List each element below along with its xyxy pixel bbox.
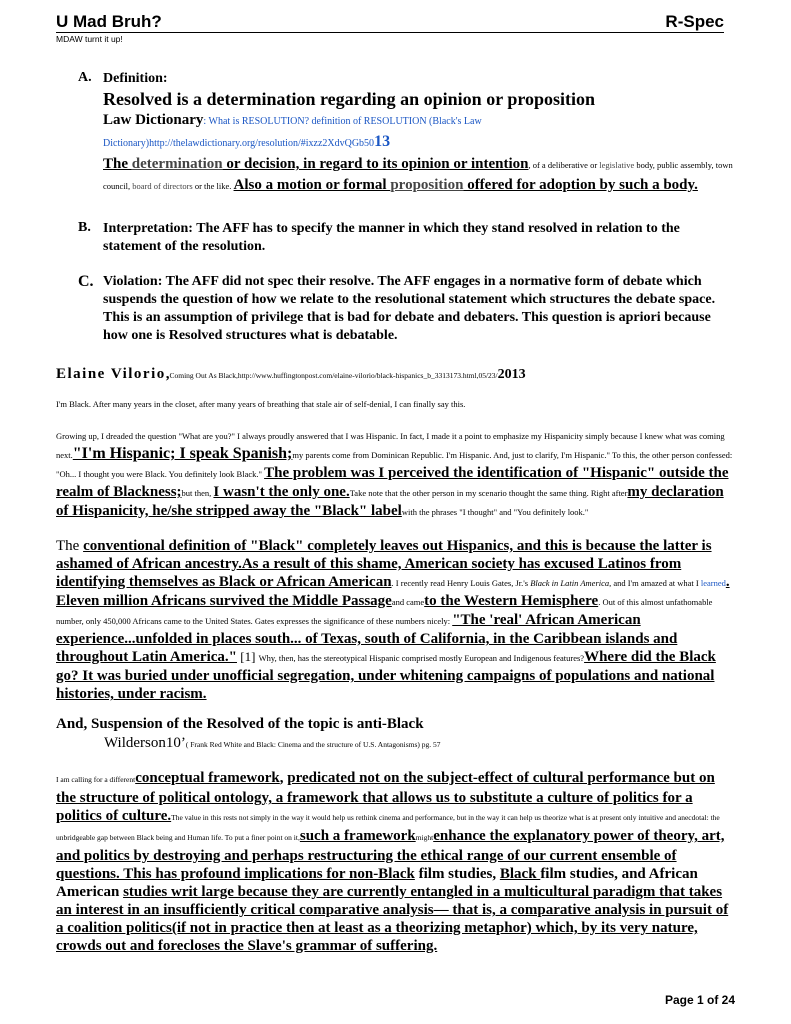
p3-learned-link[interactable]: learned [700, 578, 726, 588]
law-dictionary-year: 13 [374, 133, 391, 150]
p4-b6: studies writ large because they are currently entangled in a multicultural paradigm that takes an interest in an insufficiently critical comparative analysis— that is, a comparative analysis in pursuit of a coalition politics(if not in practice then at least as a theorizing metaphor) which, by its very nature, crowds out and forecloses the Slave's grammar of suffering. [56, 884, 729, 954]
p4-s1: I am calling for a different [56, 775, 136, 784]
cite-comma: , [165, 366, 170, 382]
p4-c1: , [279, 770, 288, 786]
citation-wilderson [104, 734, 736, 752]
section-a-letter: A. [78, 70, 92, 85]
cite2-info: ( Frank Red White and Black: Cinema and the structure of U.S. Antagonisms) pg. 57 [185, 740, 441, 749]
paragraph-2 [56, 426, 736, 521]
def-the: The [103, 156, 132, 172]
p3-book-title: Black in Latin America [530, 578, 610, 588]
p3-s1: . I recently read Henry Louis Gates, Jr.'s [391, 578, 531, 588]
def2-b: offered for adoption by such a body. [463, 177, 698, 193]
def-small-board: board of directors [132, 181, 193, 191]
p2-s5: with the phrases "I thought" and "You definitely look." [401, 507, 589, 517]
p4-s2: The value in this rests not simply in the way it would help us rethink cinema and performance, but in the way it can help us theorize what is at present only intuitive and anecdotal: the unbridgeable gap between Black being and Human life. To put a finer point on it, [56, 813, 720, 842]
cite-year: 2013 [497, 367, 526, 382]
and-heading: And, Suspension of the Resolved of the topic is anti-Black [56, 716, 424, 732]
header-title: U Mad Bruh? [56, 12, 162, 31]
def-small-legislative: legislative [599, 160, 635, 170]
p3-s5: Why, then, has the stereotypical Hispanic comprised mostly European and Indigenous features? [258, 653, 585, 663]
page-header [56, 12, 724, 33]
definition-text [103, 154, 738, 196]
p4-b4: enhance the explanatory power of theory, art, and politics by destroying and perhaps restructuring the ethical range of our current ensemble of questions. This has profound implications for non-Black [56, 828, 725, 882]
law-dictionary-link[interactable]: : What is RESOLUTION? definition of RESOLUTION (Black's Law Dictionary)http://thelawdictionary.org/resolution/#ixzz2XdvQGb50 [103, 116, 482, 149]
section-a-heading: Definition: [103, 71, 168, 86]
p3-s3: and came [391, 597, 425, 607]
p4-n2: film studies, and African American [56, 866, 698, 900]
p3-b3: to the Western Hemisphere [424, 593, 599, 609]
p4-b1: conceptual framework [135, 770, 280, 786]
p2-s3: but then, [181, 488, 214, 498]
p4-b2: predicated not on the subject-effect of cultural performance but on the structure of political ontology, a framework that allows us to substitute a culture of politics for a politics of culture. [56, 770, 715, 824]
p4-b3: such a framework [299, 828, 416, 844]
def-determination: determination [131, 156, 223, 172]
section-b-text: Interpretation: The AFF has to specify the manner in which they stand resolved in relation to the statement of the resolution. [103, 221, 680, 254]
p4-n1: film studies, [414, 866, 500, 882]
p2-b3: I wasn't the only one. [213, 484, 350, 500]
p2-s2: my parents come from Dominican Republic. I'm Hispanic. And, just to clarify, I'm Hispanic." To this, the other person confessed: "Oh... I thought you were Black. You definitely look Black." [56, 450, 733, 479]
p3-the: The [56, 538, 84, 554]
section-a [78, 70, 738, 196]
section-b-letter: B. [78, 220, 91, 235]
p2-s1: Growing up, I dreaded the question "What are you?" I always proudly answered that I was Hispanic. In fact, I made it a point to emphasize my Hispanicity simply because I knew what was coming next. [56, 431, 725, 460]
p3-b4: "The 'real' African American experience...unfolded in places south... of Texas, south of California, in the Caribbean islands and throughout Latin America." [56, 612, 678, 665]
law-dictionary-name: Law Dictionary [103, 112, 204, 128]
paragraph-1: I'm Black. After many years in the closet, after many years of breathing that stale air of self-denial, I can finally say this. [56, 399, 466, 409]
p3-b5: Where did the Black go? It was buried under unofficial segregation, under whitening campaigns of populations and national histories, under racism. [56, 649, 716, 702]
p4-s3: might [415, 833, 434, 842]
section-a-title: Resolved is a determination regarding an opinion or proposition [103, 89, 596, 109]
p3-s2: , and I'm amazed at what I [609, 578, 701, 588]
cite-author: Elaine Vilorio [56, 366, 166, 382]
def-small-3: or the like. [192, 181, 234, 191]
def-small-1: , of a deliberative or [528, 160, 600, 170]
paragraph-3 [56, 537, 736, 703]
law-dictionary-citation [103, 110, 738, 154]
header-subtitle: MDAW turnt it up! [56, 34, 123, 44]
section-b [78, 220, 738, 256]
citation-vilorio [56, 364, 736, 386]
def-small-2: body, public assembly, town council, [103, 160, 733, 191]
cite-info: Coming Out As Black,http://www.huffingtonpost.com/elaine-vilorio/black-hispanics_b_3313173.html,05/23/ [169, 371, 498, 380]
page-number: Page 1 of 24 [664, 993, 735, 1007]
def2-a: Also a motion or formal [233, 177, 391, 193]
header-tag: R-Spec [665, 12, 724, 31]
p3-s4: . Out of this almost unfathomable number, only 450,000 Africans came to the United States. Gates expresses the significance of these numbers nicely: [56, 597, 713, 626]
section-c [78, 273, 738, 345]
section-c-text: Violation: The AFF did not spec their resolve. The AFF engages in a normative form of debate which suspends the question of how we relate to the resolutional statement which structures the debate space. This is an assumption of privilege that is bad for debate and debaters. This question is apriori because how one is Resolved structures what is debatable. [103, 274, 716, 343]
p2-b4: my declaration of Hispanicity, he/she stripped away the "Black" label [56, 484, 724, 519]
p2-b1: "I'm Hispanic; I speak Spanish; [72, 445, 293, 462]
p2-b2: The problem was I perceived the identification of "Hispanic" outside the realm of Blackness; [56, 465, 729, 500]
cite2-author: Wilderson10’ [104, 735, 186, 751]
section-c-letter: C. [78, 273, 94, 290]
p3-footnote: [1] [236, 649, 259, 664]
p3-b1: conventional definition of "Black" completely leaves out Hispanics, and this is because the latter is ashamed of African ancestry.As a result of this shame, American society has excused Latinos from identifying themselves as Black or African American [56, 538, 712, 590]
def2-proposition: proposition [390, 177, 464, 193]
def-rest: or decision, in regard to its opinion or intention [222, 156, 529, 172]
p3-b2: . Eleven million Africans survived the Middle Passage [56, 574, 730, 609]
p2-s4: Take note that the other person in my scenario thought the same thing. Right after [349, 488, 628, 498]
p4-b5: Black [499, 866, 541, 882]
paragraph-4 [56, 769, 736, 955]
